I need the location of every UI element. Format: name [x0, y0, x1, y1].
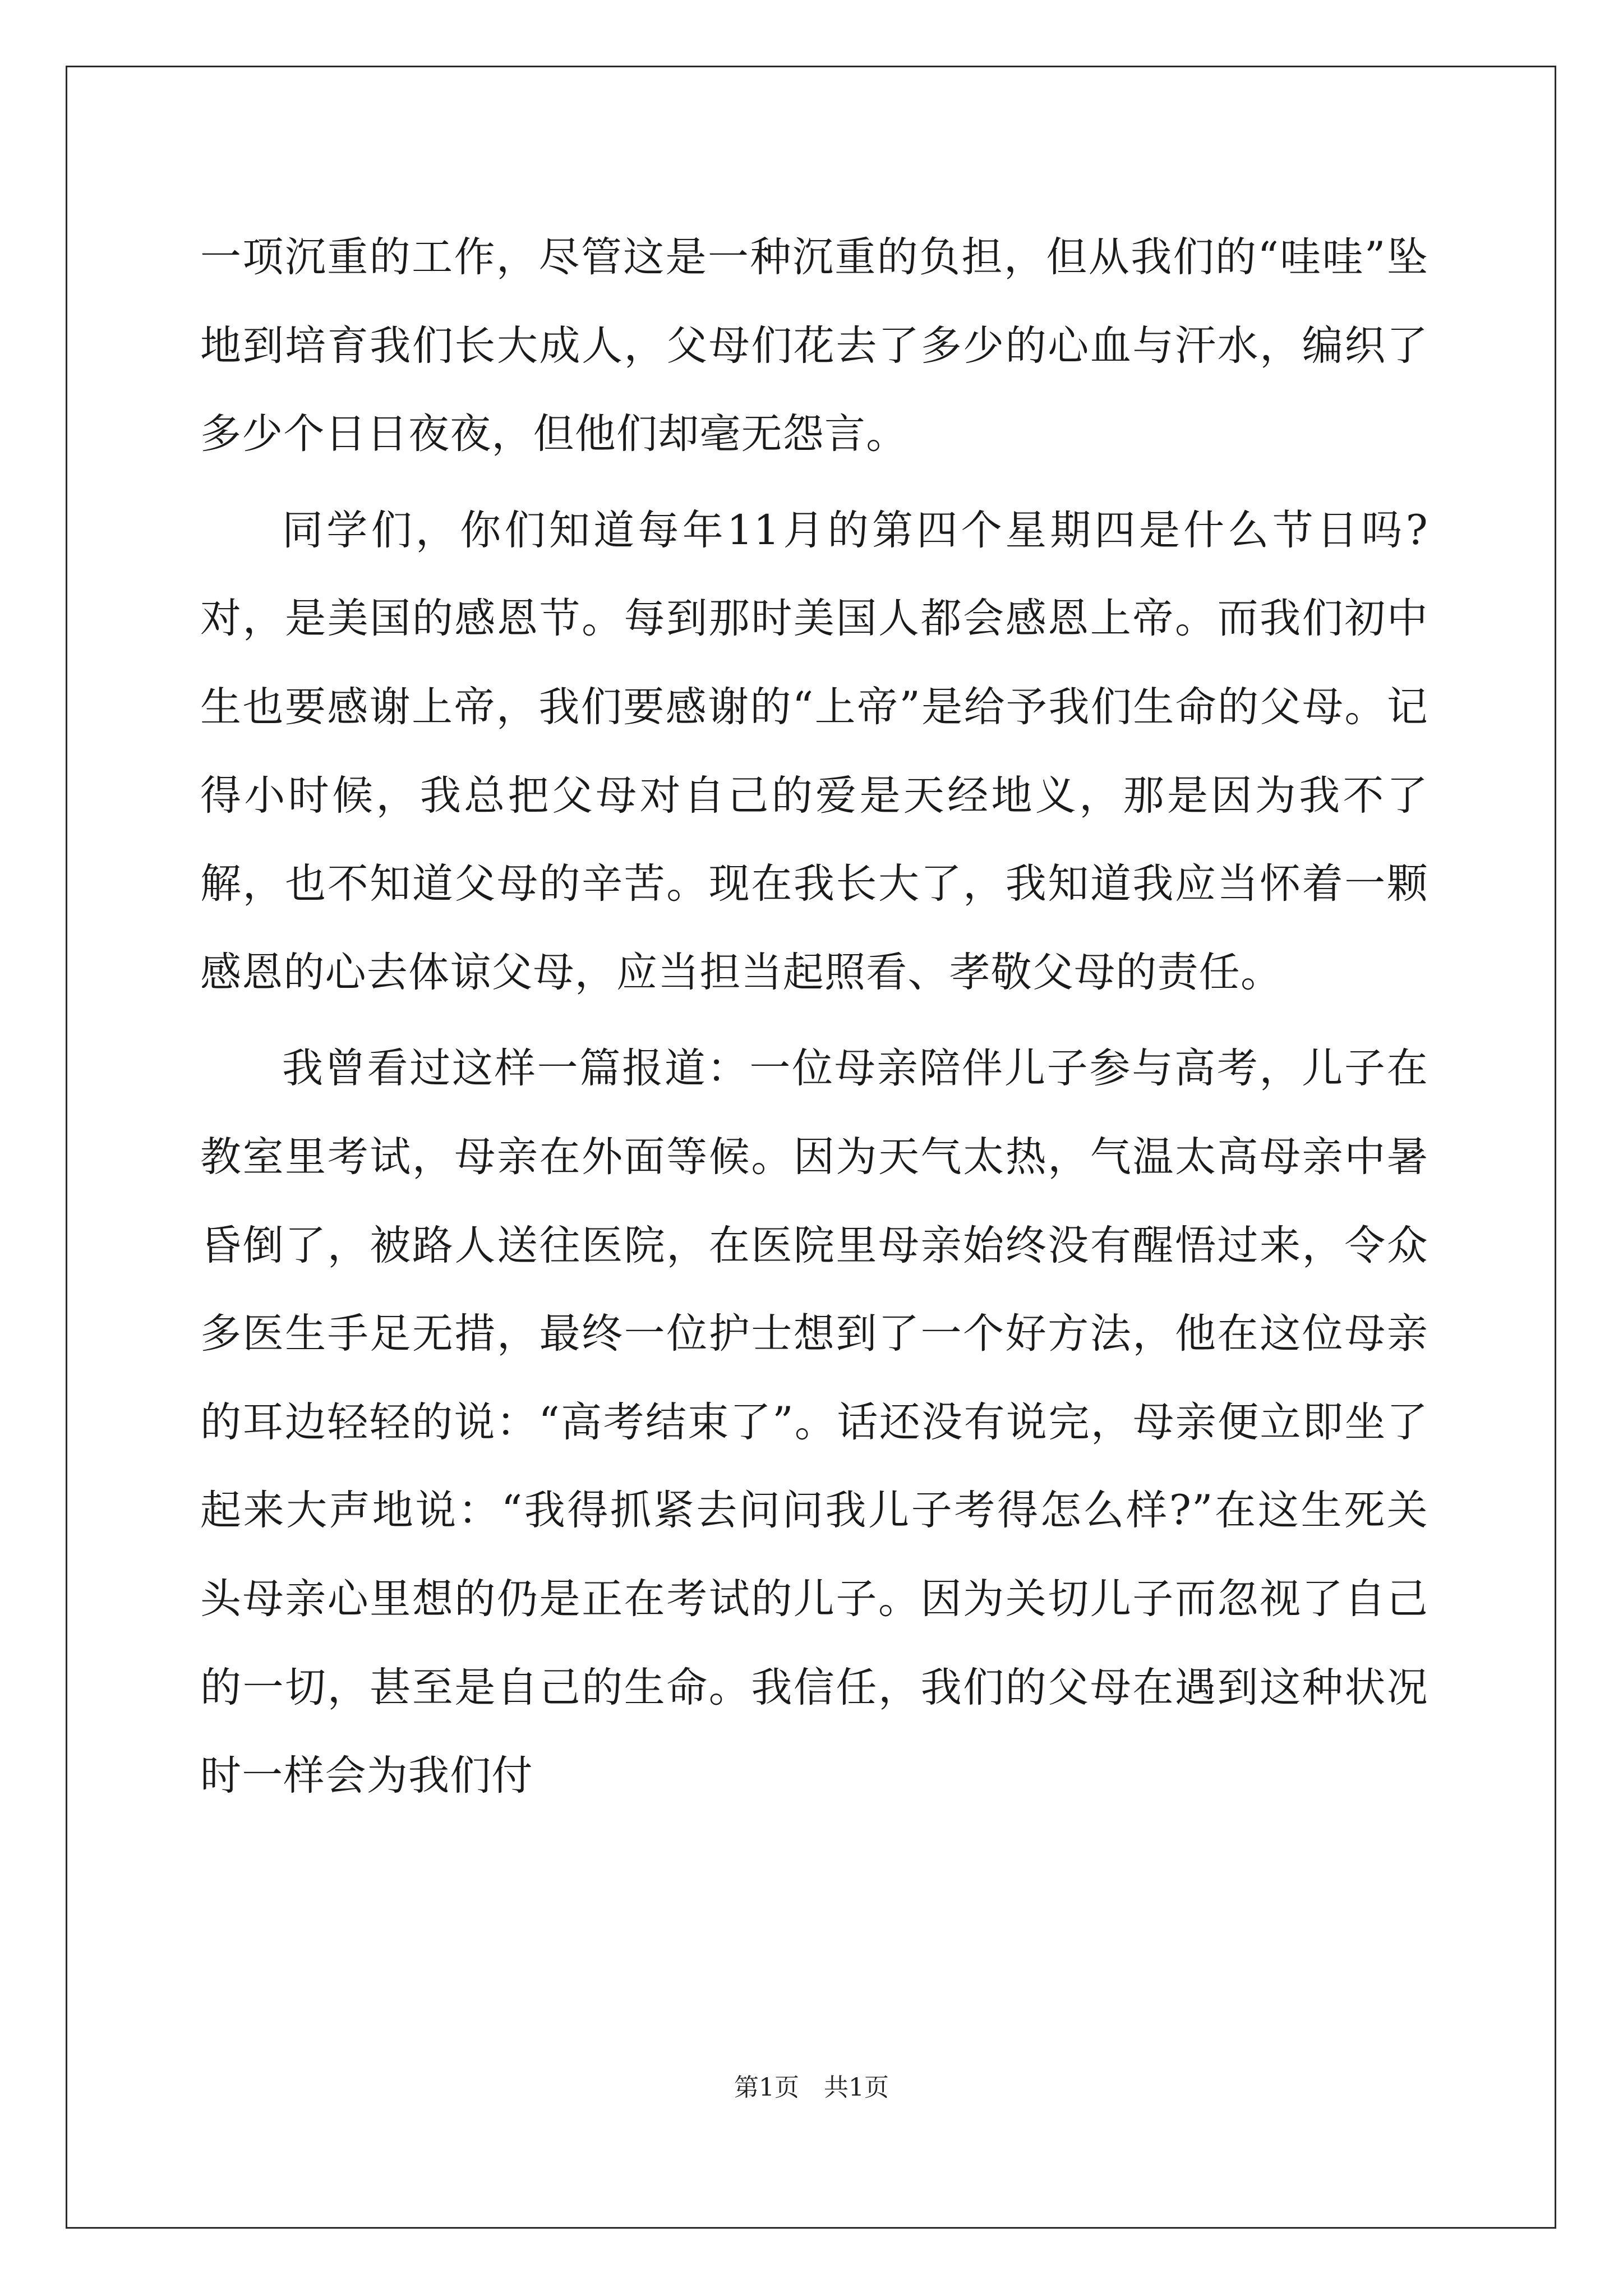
paragraph-3: 我曾看过这样一篇报道：一位母亲陪伴儿子参与高考，儿子在教室里考试，母亲在外面等候。因为天气太热，气温太高母亲中暑昏倒了，被路人送往医院，在医院里母亲始终没有醒悟过来，令众多医生手足无措，最终一位护士想到了一个好方法，他在这位母亲的耳边轻轻的说：“高考结束了”。话还没有说完，母亲便立即坐了起来大声地说：“我得抓紧去问问我儿子考得怎么样?”在这生死关头母亲心里想的仍是正在考试的儿子。因为关切儿子而忽视了自己的一切，甚至是自己的生命。我信任，我们的父母在遇到这种状况时一样会为我们付 [200, 1045, 1428, 1800]
paragraph-1: 一项沉重的工作，尽管这是一种沉重的负担，但从我们的“哇哇”坠地到培育我们长大成人，父母们花去了多少的心血与汗水，编织了多少个日日夜夜，但他们却毫无怨言。 [200, 233, 1428, 458]
page-number: 第1页 [734, 2073, 799, 2102]
paragraph-2: 同学们，你们知道每年11月的第四个星期四是什么节日吗?对，是美国的感恩节。每到那时美国人都会感恩上帝。而我们初中生也要感谢上帝，我们要感谢的“上帝”是给予我们生命的父母。记得小时候，我总把父母对自己的爱是天经地义，那是因为我不了解，也不知道父母的辛苦。现在我长大了，我知道我应当怀着一颗感恩的心去体谅父母，应当担当起照看、孝敬父母的责任。 [200, 506, 1428, 996]
page-total: 共1页 [824, 2073, 889, 2102]
document-body [200, 213, 1428, 1828]
page-footer [0, 2071, 1623, 2105]
